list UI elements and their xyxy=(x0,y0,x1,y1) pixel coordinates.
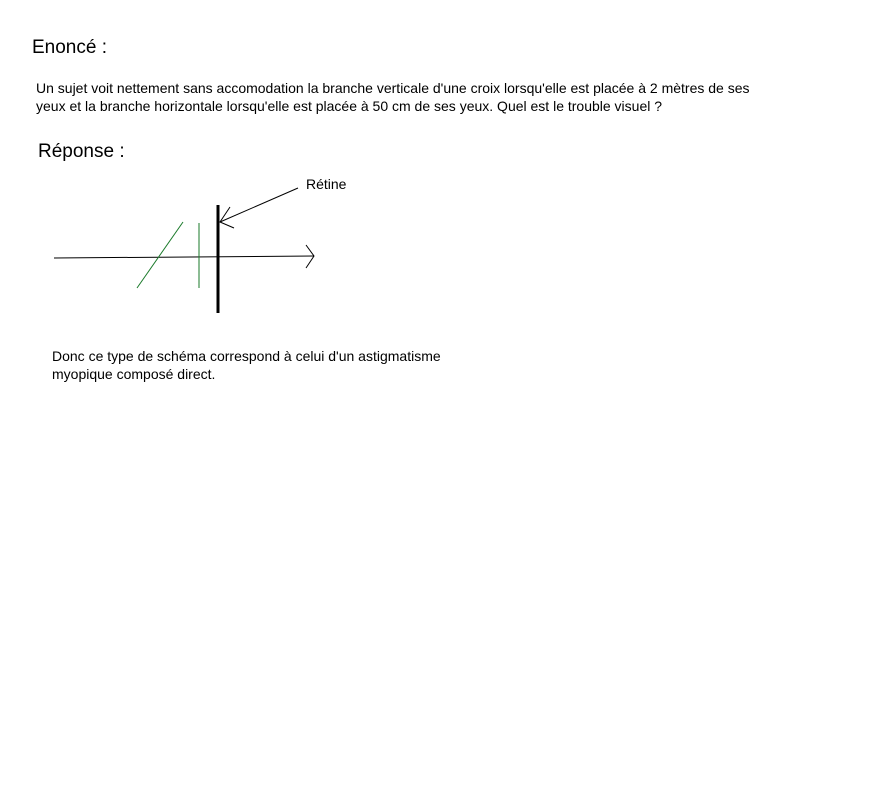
retina-pointer xyxy=(220,188,298,222)
reponse-heading: Réponse : xyxy=(38,141,125,162)
focal-line-diagonal xyxy=(137,222,183,288)
optical-axis xyxy=(54,256,314,258)
conclusion-line: myopique composé direct. xyxy=(52,366,216,382)
pointer-arrowhead-icon xyxy=(220,207,234,228)
enonce-heading: Enoncé : xyxy=(32,37,107,58)
conclusion-text xyxy=(52,347,441,383)
retina-label: Rétine xyxy=(306,176,347,192)
enonce-line: Un sujet voit nettement sans accomodation la branche verticale d'une croix lorsqu'elle est placée à 2 mètres de ses xyxy=(36,80,750,96)
conclusion-line: Donc ce type de schéma correspond à celui d'un astigmatisme xyxy=(52,348,441,364)
enonce-line: yeux et la branche horizontale lorsqu'elle est placée à 50 cm de ses yeux. Quel est le trouble visuel ? xyxy=(36,98,663,114)
